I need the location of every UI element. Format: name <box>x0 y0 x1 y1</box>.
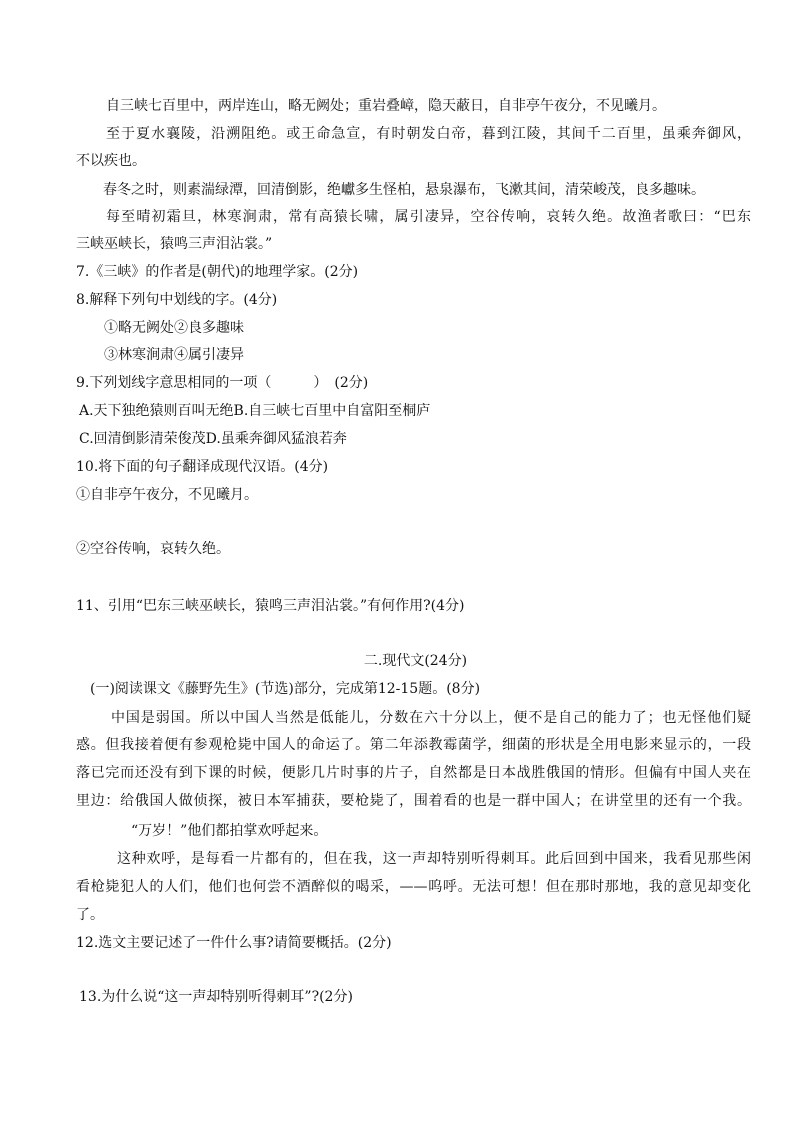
modern-para3-line1: 这种欢呼，是每看一片都有的，但在我，这一声却特别听得刺耳。此后回到中国来，我看见那些闲 <box>117 851 751 867</box>
section2-heading: 二.现代文(24分) <box>363 653 468 669</box>
question-8: 8.解释下列句中划线的字。(4分) <box>76 292 278 308</box>
question-10-item-1: ①自非亭午夜分，不见曦月。 <box>76 487 258 503</box>
modern-para1-line2: 惑。但我接着便有参观枪毙中国人的命运了。第二年添教霉菌学，细菌的形状是全用电影来显示的，一段 <box>76 737 751 753</box>
modern-para3-line3: 了。 <box>76 907 104 923</box>
question-10-item-2: ②空谷传响，哀转久绝。 <box>76 541 230 557</box>
passage1-p2-line2: 不以疾也。 <box>76 153 146 169</box>
section2-instructions: (一)阅读课文《藤野先生》(节选)部分，完成第12-15题。(8分) <box>90 681 481 697</box>
modern-para3-line2: 看枪毙犯人的人们，他们也何尝不酒醉似的喝采，——呜呼。无法可想！但在那时那地，我的意见却变化 <box>76 879 751 895</box>
question-9: 9.下列划线字意思相同的一项（ ） (2分) <box>76 375 369 391</box>
modern-para2: “万岁！”他们都拍掌欢呼起来。 <box>131 823 328 839</box>
passage1-p3: 春冬之时，则素湍绿潭，回清倒影，绝巘多生怪柏，悬泉瀑布，飞漱其间，清荣峻茂，良多趣味。 <box>103 182 705 198</box>
question-12: 12.选文主要记述了一件什么事?请简要概括。(2分) <box>76 935 392 951</box>
question-11: 11、引用“巴东三峡巫峡长，猿鸣三声泪沾裳。”有何作用?(4分) <box>76 598 465 614</box>
question-8-items-1: ①略无阙处②良多趣味 <box>104 320 244 336</box>
modern-para1-line1: 中国是弱国。所以中国人当然是低能儿，分数在六十分以上，便不是自己的能力了；也无怪他们疑 <box>111 710 751 726</box>
passage1-p4-line2: 三峡巫峡长，猿鸣三声泪沾裳。” <box>76 236 273 252</box>
question-9-options-ab: A.天下独绝猿则百叫无绝B.自三峡七百里中自富阳至桐庐 <box>79 403 431 419</box>
question-9-options-cd: C.回清倒影清荣俊茂D.虽乘奔御风猛浪若奔 <box>79 431 347 447</box>
question-13: 13.为什么说“这一声却特别听得刺耳”?(2分) <box>79 989 353 1005</box>
question-8-items-2: ③林寒涧肃④属引凄异 <box>104 347 244 363</box>
modern-para1-line4: 里边：给俄国人做侦探，被日本军捕获，要枪毙了，围着看的也是一群中国人；在讲堂里的还有一个我。 <box>76 793 751 809</box>
question-10: 10.将下面的句子翻译成现代汉语。(4分) <box>76 459 329 475</box>
passage1-p1: 自三峡七百里中，两岸连山，略无阙处；重岩叠嶂，隐天蔽日，自非亭午夜分，不见曦月。 <box>106 98 666 114</box>
modern-para1-line3: 落已完而还没有到下课的时候，便影几片时事的片子，自然都是日本战胜俄国的情形。但偏有中国人夹在 <box>76 765 751 781</box>
question-7: 7.《三峡》的作者是(朝代)的地理学家。(2分) <box>76 264 359 280</box>
passage1-p2-line1: 至于夏水襄陵，沿溯阻绝。或王命急宣，有时朝发白帝，暮到江陵，其间千二百里，虽乘奔御风， <box>106 126 751 142</box>
passage1-p4-line1: 每至晴初霜旦，林寒涧肃，常有高猿长啸，属引凄异，空谷传响，哀转久绝。故渔者歌曰：“巴东 <box>106 209 751 225</box>
